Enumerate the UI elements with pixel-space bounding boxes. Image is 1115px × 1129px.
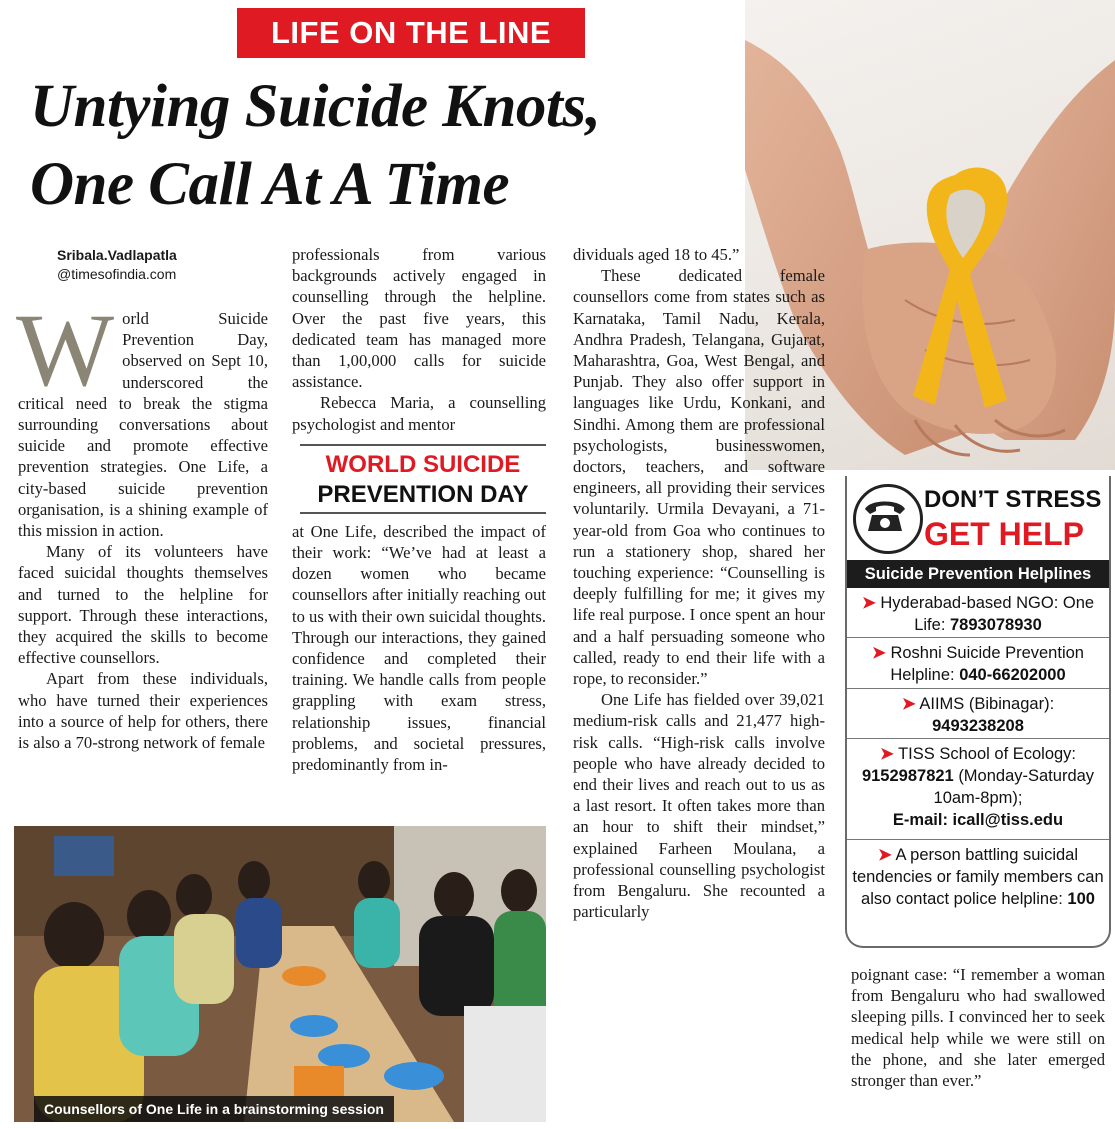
article-paragraph: poignant case: “I remember a woman from Bengaluru who had swallowed sleeping pills. I convinced her to seek medical help while we were still on the phone, and she later emerged stronger than ever.” [851, 965, 1105, 1091]
helpline-text: Hyderabad-based NGO: One Life: [880, 594, 1095, 634]
help-title-2: GET HELP [924, 516, 1085, 552]
article-paragraph: Rebecca Maria, a counselling psychologist and mentor [292, 393, 546, 434]
byline-name: Sribala.Vadlapatla [57, 247, 177, 263]
email-label: E-mail: [892, 811, 948, 829]
helpline-item [847, 693, 1109, 737]
divider [847, 637, 1109, 638]
divider [847, 688, 1109, 689]
helpline-text: A person battling suicidal tendencies or family members can also contact police helpline: [852, 846, 1104, 908]
arrow-icon: ➤ [861, 594, 876, 612]
article-paragraph: These dedicated female counsellors come from states such as Karnataka, Tamil Nadu, Kerala, Andhra Pradesh, Telangana, Gujarat, Maharashtra, Goa, West Bengal, and Punjab. They also offer support in languages like Urdu, Konkani, and Sindhi. Among them are professional psychologists, businesswomen, doctors, teachers, and software engineers, all providing their services voluntarily. Urmila Devayani, a 71-year-old from Goa who continues to run a stationery shop, shared her touching experience: “Counselling is deeply fulfilling for me; it gives my life real purpose. I once spent an hour and a half persuading someone who called, ready to end their life with a rope, to reconsider.” [573, 266, 825, 689]
photo-caption: Counsellors of One Life in a brainstorming session [34, 1096, 394, 1122]
article-column-1 [16, 293, 268, 753]
subhead-box [300, 444, 546, 514]
headline-line-1: Untying Suicide Knots, [30, 73, 601, 140]
helplines-bar: Suicide Prevention Helplines [847, 560, 1109, 588]
drop-cap: W [16, 293, 115, 408]
helpline-item [847, 743, 1109, 831]
divider [847, 738, 1109, 739]
subhead-line-2: PREVENTION DAY [317, 481, 529, 508]
helpline-number: 040-66202000 [959, 666, 1066, 684]
counsellors-photo-illustration [14, 826, 546, 1122]
counsellors-photo [14, 826, 546, 1122]
paragraph-text: orld Suicide Prevention Day, observed on Sept 10, underscored the critical need to break the stigma surrounding conversations about suicide and promote effective prevention strategies. One Life, a city-based suicide prevention organisation, is a shining example of this mission in action. [18, 309, 268, 541]
section-kicker: LIFE ON THE LINE [237, 8, 585, 58]
subhead-line-1: WORLD SUICIDE [325, 451, 521, 478]
arrow-icon: ➤ [877, 846, 892, 864]
arrow-icon: ➤ [901, 695, 916, 713]
help-title-1: DON’T STRESS [924, 486, 1102, 513]
article-paragraph [16, 293, 268, 541]
article-paragraph: Apart from these individuals, who have turned their experiences into a source of help for others, there is also a 70-strong network of female [18, 669, 268, 753]
article-paragraph: at One Life, described the impact of their work: “We’ve had at least a dozen women who became counsellors after initially reaching out to us with their own suicidal thoughts. Through our interactions, they gained confidence and completed their training. We handle calls from people grappling with exam stress, relationship issues, financial problems, and societal pressures, predominantly from in- [292, 521, 546, 775]
helpline-text: AIIMS (Bibinagar): [919, 695, 1055, 713]
helpline-box [845, 476, 1111, 948]
article-paragraph: professionals from various backgrounds actively engaged in counselling through the helpline. Over the past five years, this dedicated team has managed more than 1,00,000 calls for suicide assistance. [292, 245, 546, 392]
divider [847, 839, 1109, 840]
article-paragraph: Many of its volunteers have faced suicidal thoughts themselves and turned to the helpline for support. Through these interactions, they acquired the skills to become effective counsellors. [18, 542, 268, 668]
helpline-text: TISS School of Ecology: [898, 745, 1077, 763]
byline-outlet: @timesofindia.com [57, 266, 177, 282]
article-paragraph: dividuals aged 18 to 45.” [573, 245, 740, 264]
arrow-icon: ➤ [872, 644, 886, 662]
headline [30, 68, 750, 224]
helpline-item [847, 844, 1109, 910]
helpline-item [847, 592, 1109, 636]
helpline-number: 9152987821 [861, 767, 954, 785]
article-column-4 [851, 964, 1105, 1091]
helpline-number: 100 [1067, 890, 1095, 908]
article-paragraph: One Life has fielded over 39,021 medium-risk calls and 21,477 high-risk calls. “High-risk calls involve people who have already decided to end their lives and reach out to us as a last resort. It often takes more than an hour to shift their mindset,” explained Farheen Moulana, a professional counselling psychologist from Bengaluru. She recounted a particularly [573, 690, 825, 922]
helpline-number: 7893078930 [950, 616, 1042, 634]
helpline-hours: (Monday-Saturday 10am-8pm); [933, 767, 1095, 807]
helpline-item [847, 642, 1109, 686]
article-column-3 [573, 244, 825, 923]
telephone-icon [853, 484, 923, 554]
helpline-email[interactable]: icall@tiss.edu [952, 811, 1064, 829]
byline [57, 246, 267, 284]
helpline-number: 9493238208 [932, 717, 1024, 735]
headline-line-2: One Call At A Time [30, 151, 510, 218]
arrow-icon: ➤ [879, 745, 894, 763]
helpline-text: Roshni Suicide Prevention Helpline: [890, 644, 1084, 684]
